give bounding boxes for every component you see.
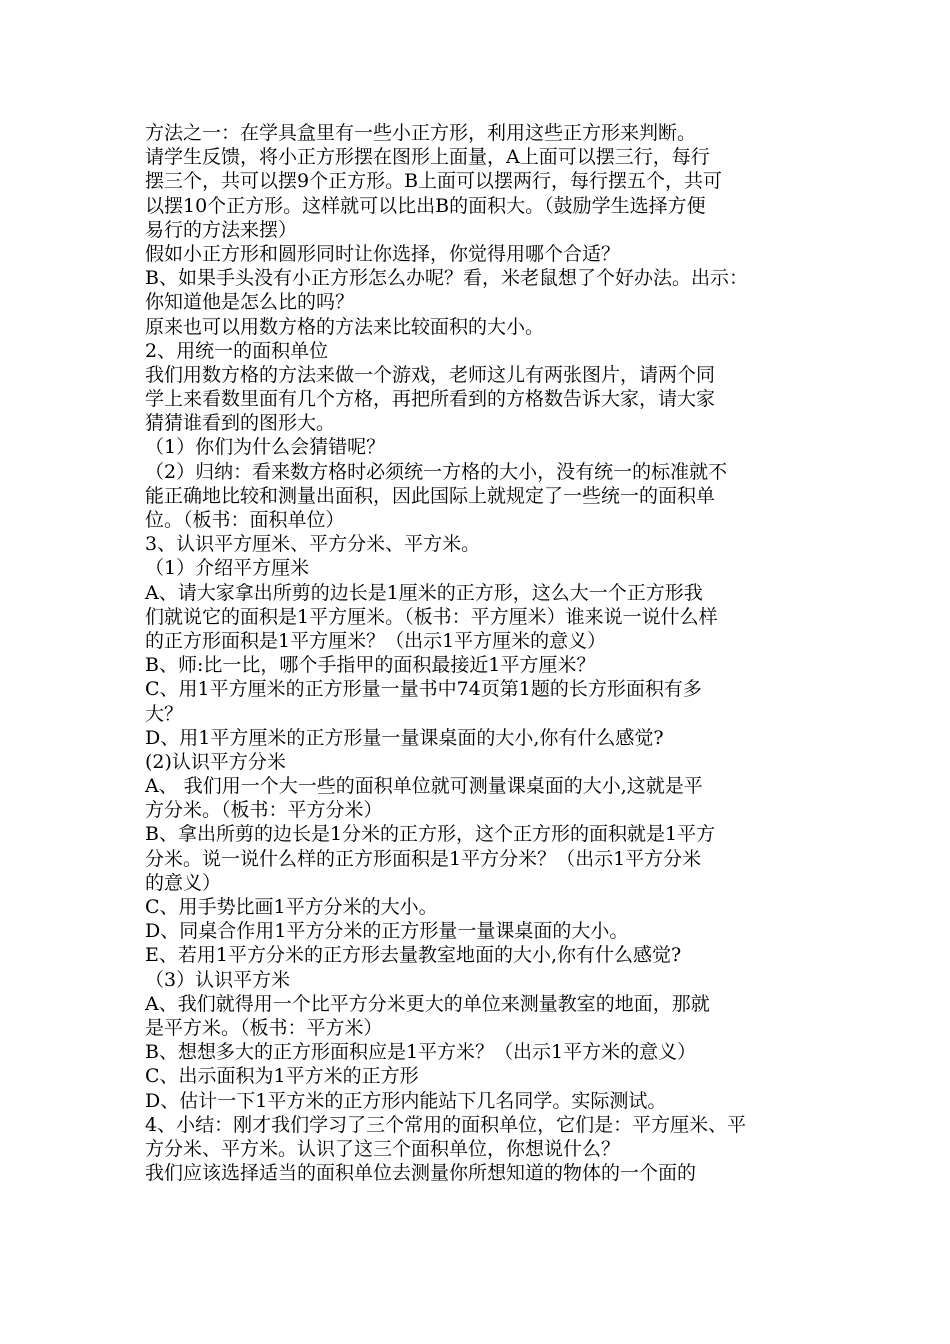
text-line: 我们用数方格的方法来做一个游戏，老师这儿有两张图片，请两个同 — [145, 363, 716, 386]
subsection-heading: （1）介绍平方厘米 — [145, 557, 310, 580]
text-line: A、 我们用一个大一些的面积单位就可测量课桌面的大小,这就是平 — [145, 775, 703, 798]
text-line: 们就说它的面积是1平方厘米。（板书：平方厘米）谁来说一说什么样 — [145, 605, 718, 628]
text-line: E、若用1平方分米的正方形去量教室地面的大小,你有什么感觉? — [145, 944, 682, 967]
text-line: 你知道他是怎么比的吗？ — [145, 291, 355, 314]
text-line: A、我们就得用一个比平方分米更大的单位来测量教室的地面，那就 — [145, 992, 710, 1015]
text-line: D、用1平方厘米的正方形量一量课桌面的大小,你有什么感觉? — [145, 726, 664, 749]
text-line: C、用手势比画1平方分米的大小。 — [145, 896, 438, 918]
text-line: 以摆10个正方形。这样就可以比出B的面积大。（鼓励学生选择方便 — [145, 194, 706, 217]
text-line: 是平方米。（板书：平方米） — [145, 1016, 383, 1039]
text-line: 方分米。（板书：平方分米） — [145, 799, 383, 822]
text-line: 位。（板书：面积单位） — [145, 509, 345, 531]
text-line: 的正方形面积是1平方厘米？（出示1平方厘米的意义） — [145, 629, 607, 652]
text-line: 假如小正方形和圆形同时让你选择，你觉得用哪个合适？ — [145, 242, 621, 265]
text-line: 猜猜谁看到的图形大。 — [145, 412, 336, 435]
text-line: B、如果手头没有小正方形怎么办呢？看，米老鼠想了个好办法。出示： — [145, 267, 748, 290]
text-line: 学上来看数里面有几个方格，再把所看到的方格数告诉大家，请大家 — [145, 388, 716, 411]
text-line: 分米。说一说什么样的正方形面积是1平方分米？（出示1平方分米 — [145, 847, 702, 870]
text-line: D、估计一下1平方米的正方形内能站下几名同学。实际测试。 — [145, 1089, 667, 1112]
text-line: B、想想多大的正方形面积应是1平方米？（出示1平方米的意义） — [145, 1041, 697, 1064]
text-line: （2）归纳：看来数方格时必须统一方格的大小，没有统一的标准就不 — [145, 460, 728, 483]
text-line: 摆三个，共可以摆9个正方形。B上面可以摆两行，每行摆五个，共可 — [145, 170, 723, 193]
text-line: 易行的方法来摆） — [145, 218, 298, 241]
text-line: 我们应该选择适当的面积单位去测量你所想知道的物体的一个面的 — [145, 1162, 697, 1185]
text-line: 请学生反馈，将小正方形摆在图形上面量，A上面可以摆三行，每行 — [145, 146, 710, 169]
text-line: D、同桌合作用1平方分米的正方形量一量课桌面的大小。 — [145, 920, 629, 943]
text-line: C、出示面积为1平方米的正方形 — [145, 1065, 419, 1088]
text-line: （1）你们为什么会猜错呢？ — [145, 436, 386, 459]
section-heading: 4、小结：刚才我们学习了三个常用的面积单位，它们是：平方厘米、平 — [145, 1113, 747, 1136]
text-line: B、拿出所剪的边长是1分米的正方形，这个正方形的面积就是1平方 — [145, 823, 716, 846]
text-line: 方法之一：在学具盒里有一些小正方形，利用这些正方形来判断。 — [145, 122, 697, 144]
section-heading: 2、用统一的面积单位 — [145, 339, 329, 362]
text-line: A、请大家拿出所剪的边长是1厘米的正方形，这么大一个正方形我 — [145, 581, 703, 604]
subsection-heading: （3）认识平方米 — [145, 968, 291, 991]
text-line: C、用1平方厘米的正方形量一量书中74页第1题的长方形面积有多 — [145, 678, 702, 701]
text-line: 的意义） — [145, 871, 222, 894]
text-line: 能正确地比较和测量出面积，因此国际上就规定了一些统一的面积单 — [145, 484, 716, 507]
text-line: 原来也可以用数方格的方法来比较面积的大小。 — [145, 315, 545, 338]
section-heading: 3、认识平方厘米、平方分米、平方米。 — [145, 533, 481, 556]
text-line: 大？ — [145, 702, 184, 725]
lesson-text — [145, 121, 817, 1185]
text-line: B、师:比一比，哪个手指甲的面积最接近1平方厘米？ — [145, 654, 596, 677]
text-line: 方分米、平方米。认识了这三个面积单位，你想说什么？ — [145, 1137, 621, 1160]
subsection-heading: (2)认识平方分米 — [145, 750, 286, 773]
